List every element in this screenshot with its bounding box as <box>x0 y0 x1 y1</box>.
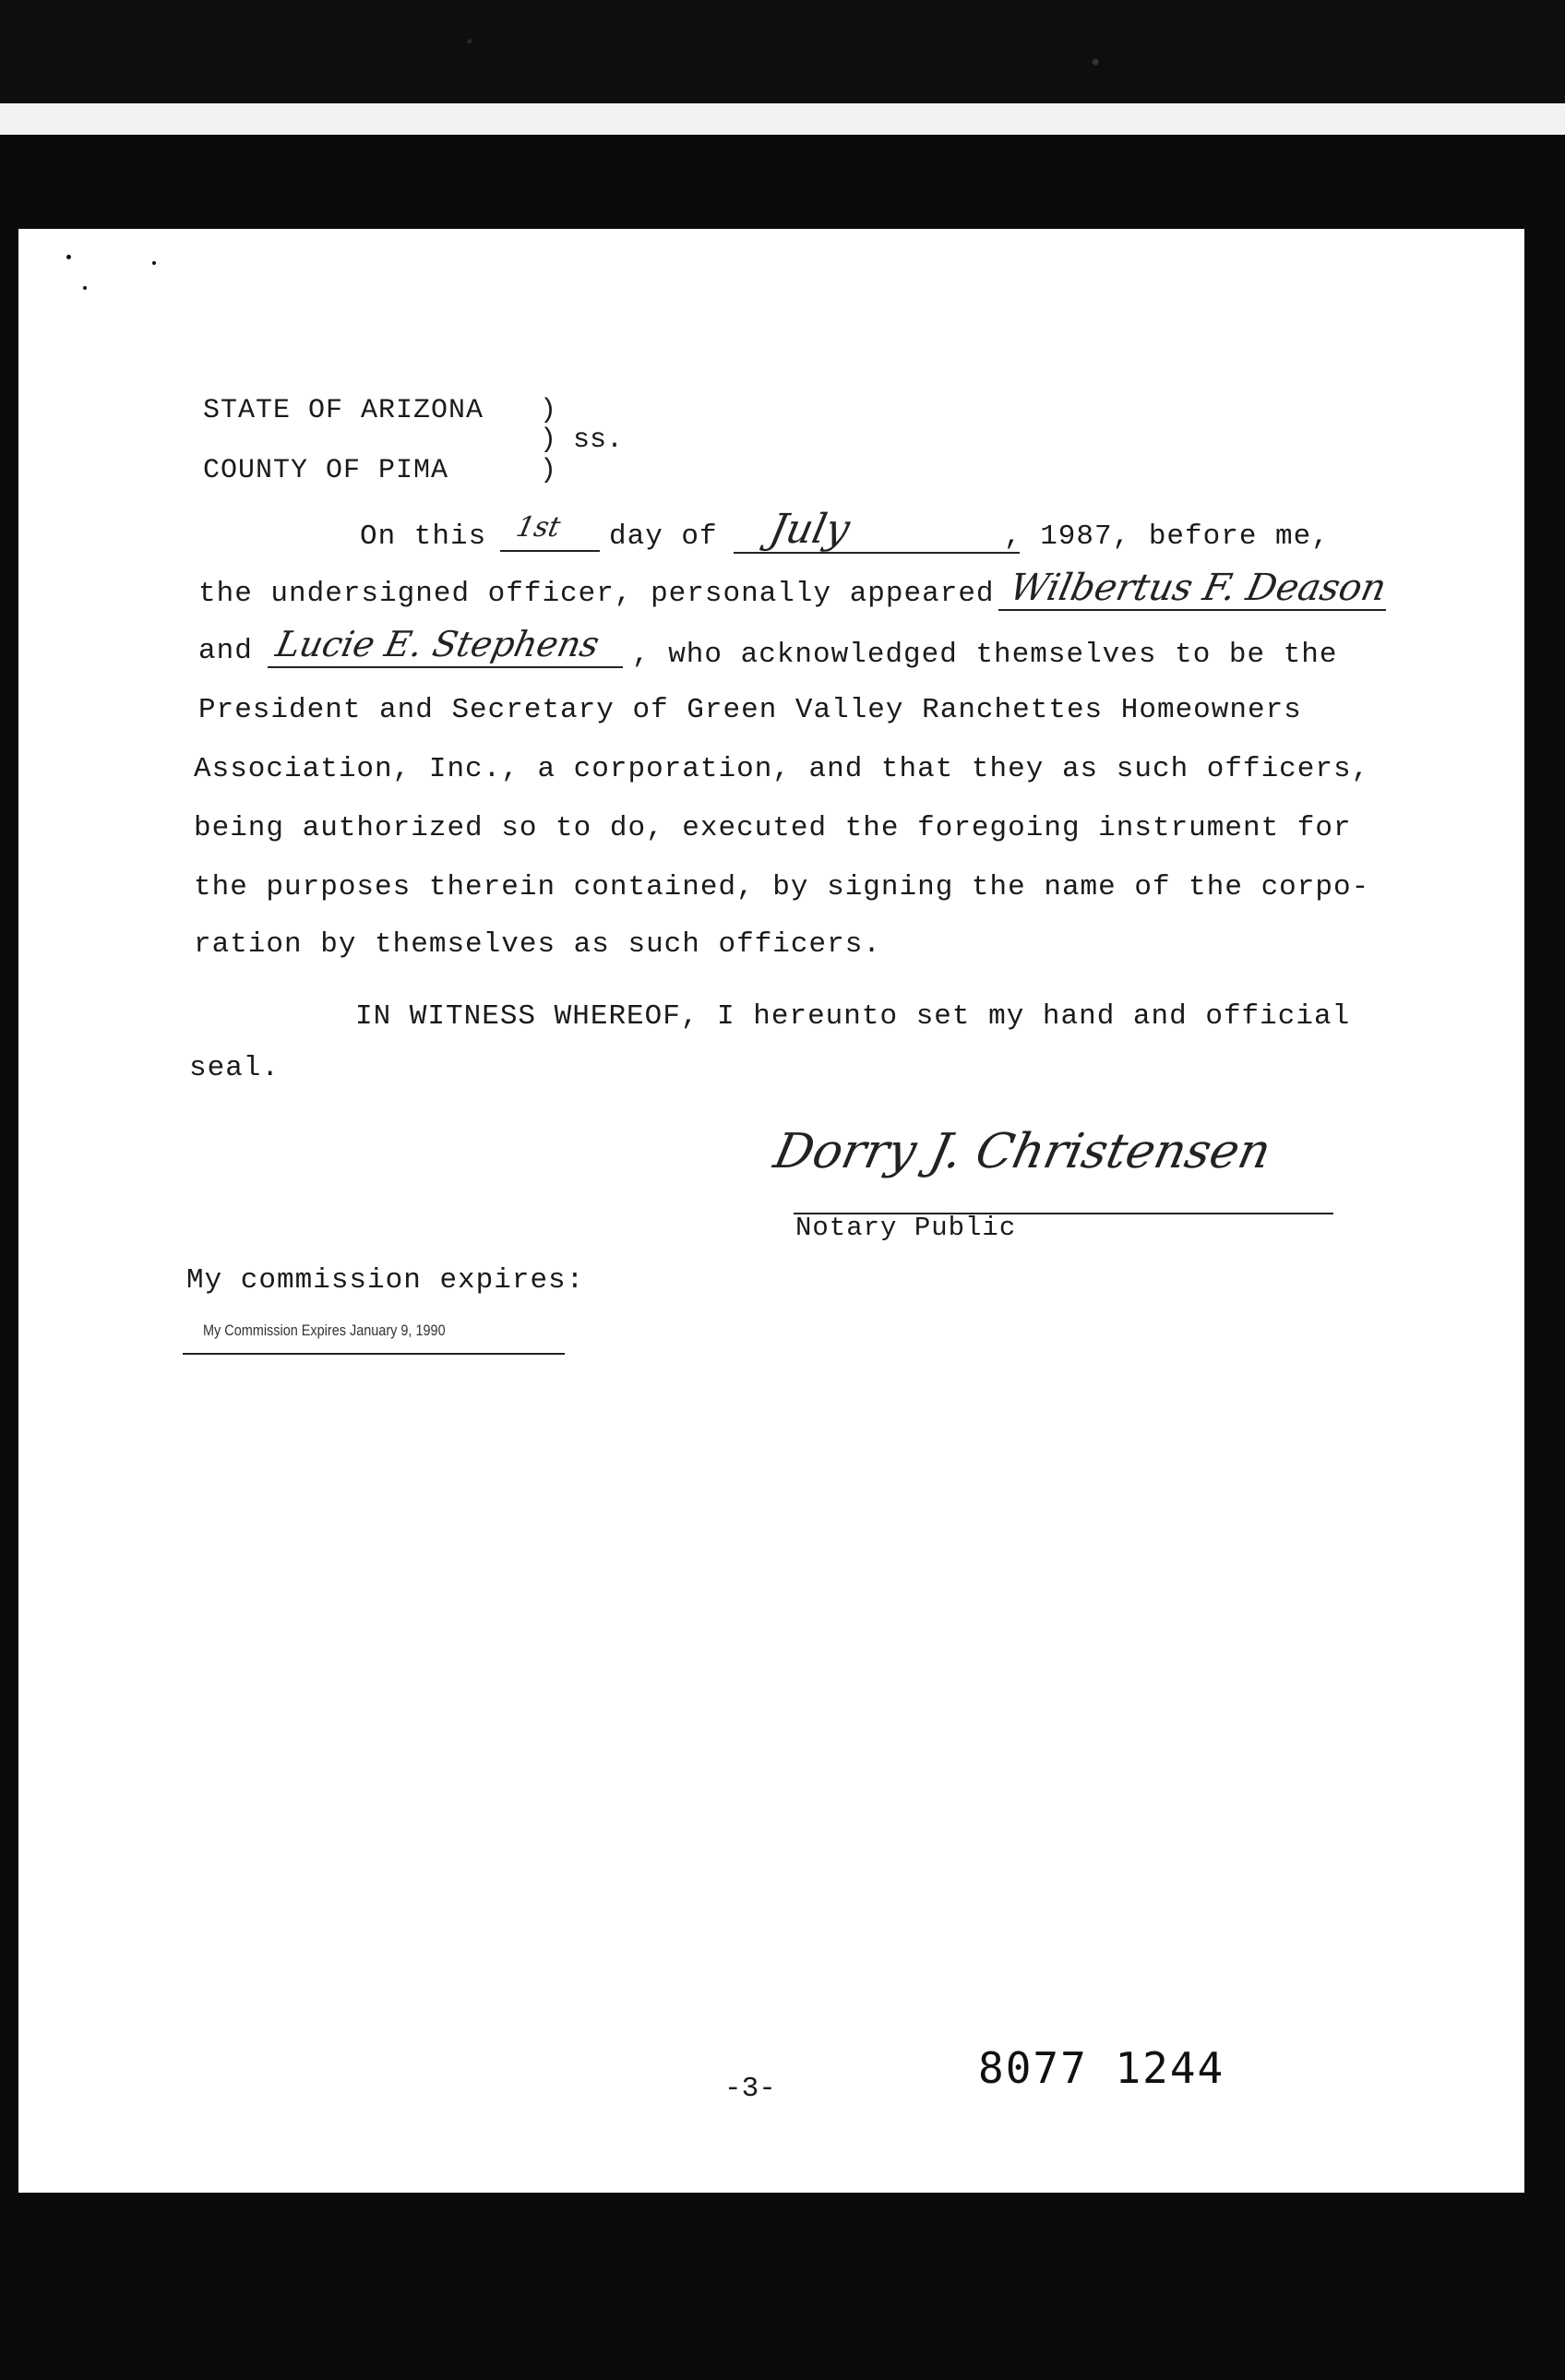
handwritten-officer2: Lucie E. Stephens <box>272 624 603 664</box>
commission-line <box>183 1353 565 1355</box>
body-line8: ration by themselves as such officers. <box>194 928 881 961</box>
body-line6: being authorized so to do, executed the foregoing instrument for <box>194 812 1352 844</box>
page-number: -3- <box>724 2073 776 2105</box>
witness-line1: IN WITNESS WHEREOF, I hereunto set my hand and official <box>355 1000 1351 1033</box>
commission-label: My commission expires: <box>186 1264 585 1297</box>
document-page <box>18 229 1524 2193</box>
scan-speck <box>83 286 87 290</box>
handwritten-month: July <box>765 506 854 553</box>
venue-state: STATE OF ARIZONA <box>203 395 484 426</box>
witness-line2: seal. <box>189 1052 281 1084</box>
body-line1-c: , 1987, before me, <box>1004 520 1330 553</box>
body-line4: President and Secretary of Green Valley Ranchettes Homeowners <box>198 694 1302 726</box>
venue-ss: ) ss. <box>540 425 624 456</box>
handwritten-officer1: Wilbertus F. Deason <box>1006 567 1391 609</box>
body-line2: the undersigned officer, personally appeared <box>198 578 995 610</box>
officer1-blank <box>998 609 1386 611</box>
day-blank <box>500 550 600 552</box>
body-line1-a: On this <box>360 520 487 553</box>
venue-county: COUNTY OF PIMA <box>203 455 449 486</box>
officer2-blank <box>268 666 623 668</box>
scan-white-strip <box>0 103 1565 135</box>
scan-speck <box>66 255 71 259</box>
notary-public-label: Notary Public <box>795 1213 1017 1243</box>
venue-paren: ) <box>540 455 557 486</box>
document-number: 8077 1244 <box>978 2043 1225 2093</box>
venue-paren: ) <box>540 395 557 426</box>
body-line5: Association, Inc., a corporation, and that they as such officers, <box>194 753 1370 785</box>
body-line3-b: , who acknowledged themselves to be the <box>632 639 1338 671</box>
body-line1-b: day of <box>609 520 718 553</box>
commission-stamp: My Commission Expires January 9, 1990 <box>203 1322 446 1339</box>
body-line7: the purposes therein contained, by signing the name of the corpo- <box>194 871 1370 903</box>
handwritten-day: 1st <box>513 511 564 544</box>
body-line3-a: and <box>198 635 253 667</box>
scan-speck <box>152 261 156 265</box>
notary-signature: Dorry J. Christensen <box>769 1124 1276 1179</box>
scan-top-edge <box>0 0 1565 103</box>
